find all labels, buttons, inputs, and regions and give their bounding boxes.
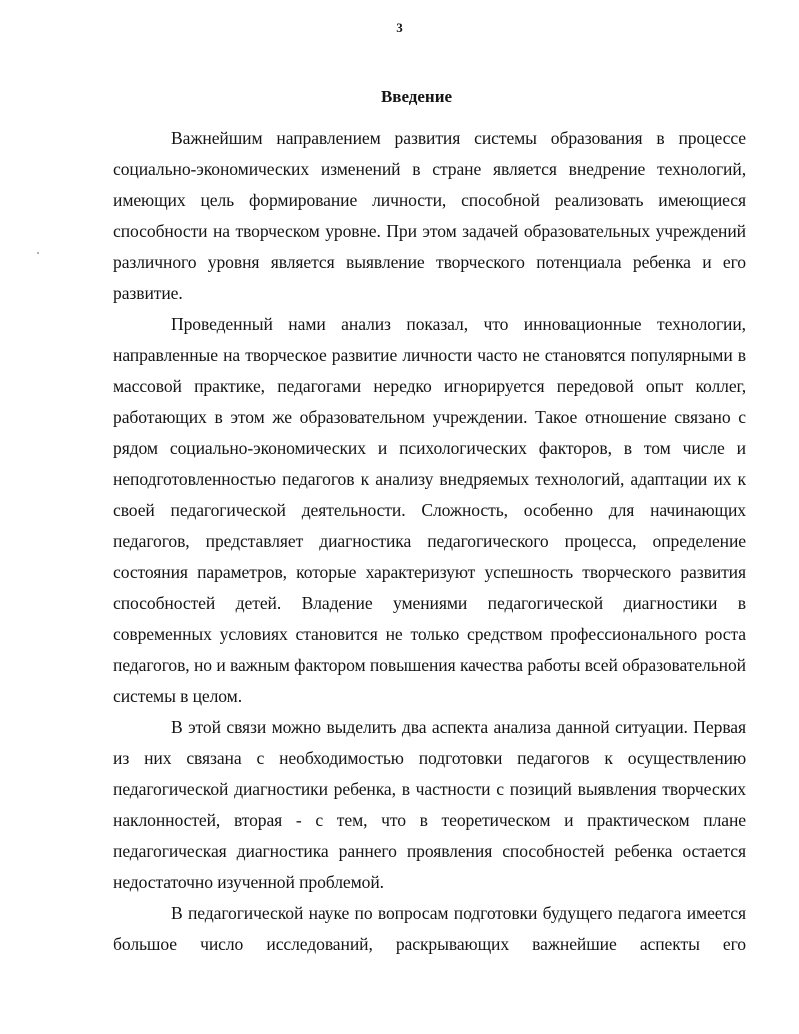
page-number: 3	[396, 20, 403, 35]
paragraph: В педагогической науке по вопросам подготовки будущего педагога имеется большое число исследований, раскрывающих важнейшие аспекты его	[113, 903, 746, 954]
paragraph: В этой связи можно выделить два аспекта анализа данной ситуации. Первая из них связана с необходимостью подготовки педагогов к осуществлению педагогической диагностики ребенка, в частности с позиций выявления творческих наклонностей, вторая - с тем, что в теоретическом и практическом плане педагогическая диагностика раннего проявления способностей ребенка остается недостаточно изученной проблемой.	[113, 717, 746, 892]
paragraph: Проведенный нами анализ показал, что инновационные технологии, направленные на творческое развитие личности часто не становятся популярными в массовой практике, педагогами нередко игнорируется передовой опыт коллег, работающих в этом же образовательном учреждении. Такое отношение связано с рядом социально-экономических и психологических факторов, в том числе и неподготовленностью педагогов к анализу внедряемых технологий, адаптации их к своей педагогической деятельности. Сложность, особенно для начинающих педагогов, представляет диагностика педагогического процесса, определение состояния параметров, которые характеризуют успешность творческого развития способностей детей. Владение умениями педагогической диагностики в современных условиях становится не только средством профессионального роста педагогов, но и важным фактором повышения качества работы всей образовательной системы в целом.	[113, 314, 746, 706]
section-title: Введение	[380, 87, 453, 106]
body-text	[113, 123, 746, 960]
scan-speck	[37, 252, 39, 254]
paragraph: Важнейшим направлением развития системы образования в процессе социально-экономических изменений в стране является внедрение технологий, имеющих цель формирование личности, способной реализовать имеющиеся способности на творческом уровне. При этом задачей образовательных учреждений различного уровня является выявление творческого потенциала ребенка и его развитие.	[113, 128, 746, 303]
